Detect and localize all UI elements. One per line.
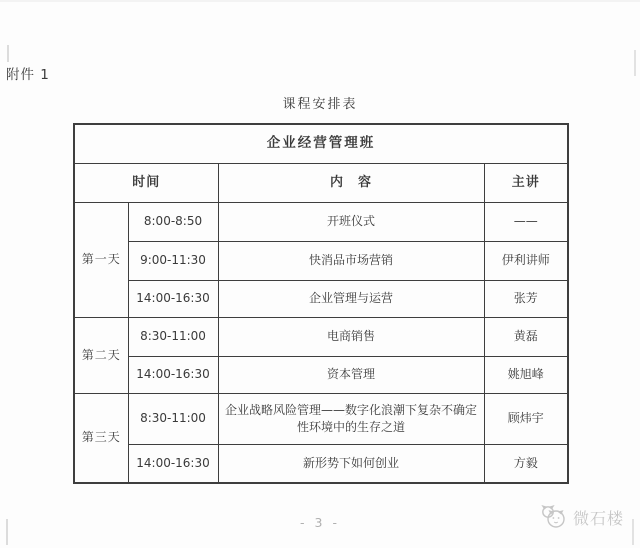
watermark: [539, 504, 624, 530]
schedule-table: [73, 123, 569, 484]
time-cell: 14:00-16:30: [128, 281, 218, 318]
speaker-cell: 伊利讲师: [484, 242, 568, 281]
page-title: 课程安排表: [282, 97, 358, 112]
table-row: [74, 124, 568, 164]
speaker-cell: 顾炜宇: [484, 394, 568, 445]
content-cell: 企业管理与运营: [218, 281, 484, 318]
content-cell: 快消品市场营销: [218, 242, 484, 281]
content-header-cell: 内 容: [218, 164, 484, 203]
table-row: [74, 445, 568, 484]
table-row: [74, 242, 568, 281]
watermark-text: 微石楼: [572, 508, 624, 528]
table-row: [74, 318, 568, 357]
speaker-cell: 黄磊: [484, 318, 568, 357]
speaker-cell: ——: [484, 203, 568, 242]
time-cell: 8:30-11:00: [128, 394, 218, 445]
time-cell: 14:00-16:30: [128, 357, 218, 394]
time-header-cell: 时间: [74, 164, 218, 203]
content-cell: 新形势下如何创业: [218, 445, 484, 484]
panda-face-icon: [539, 504, 569, 530]
scan-artifact: [7, 45, 9, 62]
content-cell: 开班仪式: [218, 203, 484, 242]
content-cell: 资本管理: [218, 357, 484, 394]
time-cell: 14:00-16:30: [128, 445, 218, 484]
table-row: [74, 394, 568, 445]
attachment-label: 附件 1: [6, 67, 50, 83]
schedule-table-container: [73, 123, 569, 484]
page-number: - 3 -: [300, 515, 340, 530]
speaker-cell: 姚旭峰: [484, 357, 568, 394]
content-cell: 电商销售: [218, 318, 484, 357]
table-row: [74, 357, 568, 394]
time-cell: 8:30-11:00: [128, 318, 218, 357]
time-cell: 8:00-8:50: [128, 203, 218, 242]
speaker-header-cell: 主讲: [484, 164, 568, 203]
time-cell: 9:00-11:30: [128, 242, 218, 281]
day-cell: 第三天: [74, 394, 128, 484]
day-cell: 第二天: [74, 318, 128, 394]
table-header-row: [74, 164, 568, 203]
scan-edge-band: [0, 0, 640, 2]
content-cell: 企业战略风险管理——数字化浪潮下复杂不确定性环境中的生存之道: [218, 394, 484, 445]
day-cell: 第一天: [74, 203, 128, 318]
class-name-cell: 企业经营管理班: [74, 124, 568, 164]
speaker-cell: 方毅: [484, 445, 568, 484]
table-row: [74, 203, 568, 242]
speaker-cell: 张芳: [484, 281, 568, 318]
table-row: [74, 281, 568, 318]
scan-artifact: [634, 50, 636, 76]
